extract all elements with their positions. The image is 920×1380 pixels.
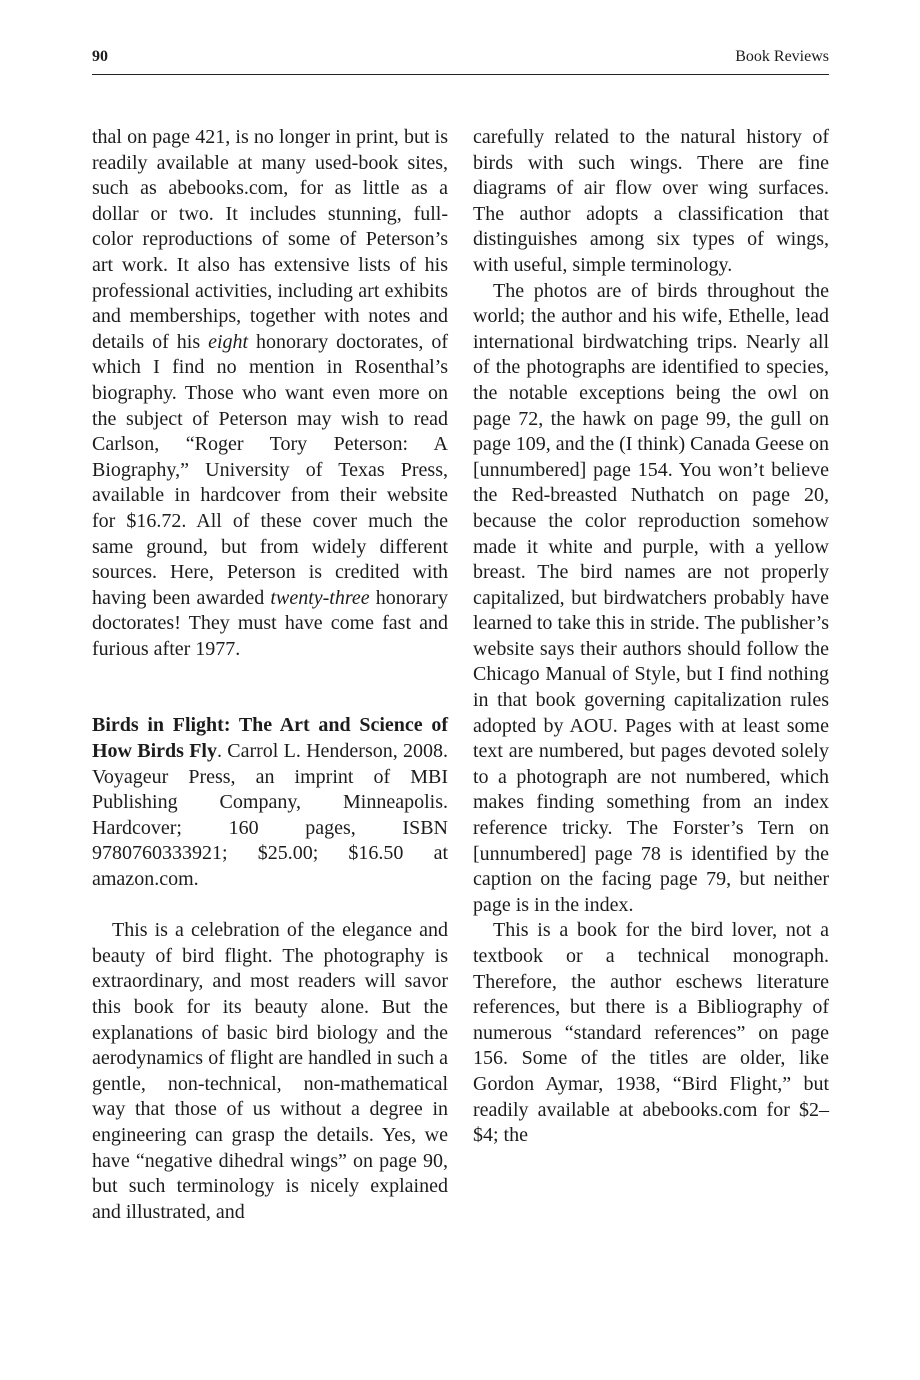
left-paragraph-continued — [92, 125, 448, 662]
text-run: thal on page 421, is no longer in print, but is readily available at many used-book sites, such as abebooks.com, for as little as a dollar or two. It includes stunning, full-color reproductions of some of Peterson’s art work. It also has extensive lists of his professional activities, including art exhibits and memberships, together with notes and details of his — [92, 126, 448, 353]
emphasis-eight: eight — [208, 330, 249, 353]
left-paragraph-review-intro: This is a celebration of the elegance and beauty of bird flight. The photography is extraordinary, and most readers will savor this book for its beauty alone. But the explanations of basic bird biology and the aerodynamics of flight are handled in such a gentle, non-technical, non-mathematical way that those of us without a degree in engineering can grasp the details. Yes, we have “negative dihedral wings” on page 90, but such terminology is nicely explained and illustrated, and — [92, 919, 448, 1223]
emphasis-twenty-three: twenty-three — [270, 586, 370, 609]
right-column — [473, 125, 829, 1149]
text-run: honorary doctorates, of which I find no mention in Rosenthal’s biography. Those who want even more on the subject of Peterson may wish to read Carlson, “Roger Tory Peterson: A Biography,” University of Texas Press, available in hardcover from their website for $16.72. All of these cover much the same ground, but from widely different sources. Here, Peterson is credited with having been awarded — [92, 330, 448, 609]
text-run: honorary doctorates! They must have come fast and furious after 1977. — [92, 586, 449, 660]
review-heading — [92, 713, 448, 892]
page-header — [92, 46, 829, 75]
review-title: Birds in Flight: The Art and Science of How Birds Fly — [92, 714, 448, 763]
right-paragraph-audience: This is a book for the bird lover, not a textbook or a technical monograph. Therefore, the author eschews literature references, but there is a Bibliography of numerous “standard references” on page 156. Some of the titles are older, like Gordon Aymar, 1938, “Bird Flight,” but readily available at abebooks.com for $2–$4; the — [473, 919, 829, 1147]
left-column — [92, 125, 448, 1225]
review-citation: . Carrol L. Henderson, 2008. Voyageur Press, an imprint of MBI Publishing Company, Minneapolis. Hardcover; 160 pages, ISBN 9780760333921; $25.00; $16.50 at amazon.com. — [92, 740, 448, 891]
right-paragraph-continued: carefully related to the natural history of birds with such wings. There are fine diagrams of air flow over wing surfaces. The author adopts a classification that distinguishes among six types of wings, with useful, simple terminology. — [473, 126, 829, 276]
running-head: Book Reviews — [735, 48, 829, 65]
page-number: 90 — [92, 48, 108, 65]
right-paragraph-photos: The photos are of birds throughout the world; the author and his wife, Ethelle, lead international birdwatching trips. Nearly all of the photographs are identified to species, the notable exceptions being the owl on page 72, the hawk on page 99, the gull on page 109, and the (I think) Canada Geese on [unnumbered] page 154. You won’t believe the Red-breasted Nuthatch on page 20, because the color reproduction somehow made it white and purple, with a yellow breast. The bird names are not properly capitalized, but birdwatchers probably have learned to take this in stride. The publisher’s website says their authors should follow the Chicago Manual of Style, but I find nothing in that book governing capitalization rules adopted by AOU. Pages with at least some text are numbered, but pages devoted solely to a photograph are not numbered, which makes finding something from an index reference tricky. The Forster’s Tern on [unnumbered] page 78 is identified by the caption on the facing page 79, but neither page is in the index. — [473, 279, 829, 916]
